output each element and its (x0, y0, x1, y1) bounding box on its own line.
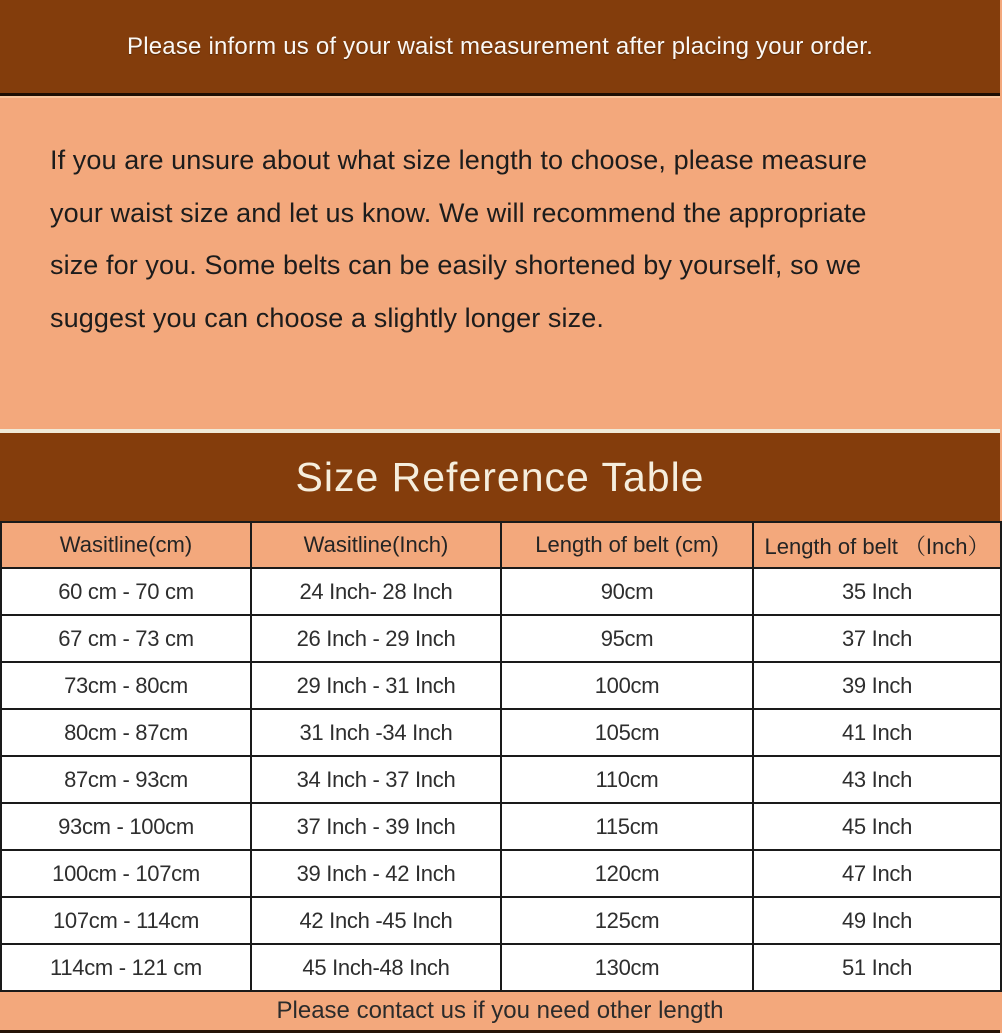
notice-line: If you are unsure about what size length to choose, please measure (50, 145, 868, 175)
footer-note (0, 992, 1000, 1033)
table-cell: 60 cm - 70 cm (1, 568, 251, 615)
table-cell: 47 Inch (753, 850, 1001, 897)
size-table-body (1, 568, 1001, 991)
top-banner (0, 0, 1000, 96)
table-row (1, 897, 1001, 944)
notice-line: your waist size and let us know. We will recommend the appropriate (50, 197, 867, 228)
notice-paragraph (0, 96, 1000, 433)
table-cell: 67 cm - 73 cm (1, 615, 251, 662)
header-waistline-inch: Wasitline(Inch) (251, 522, 501, 568)
top-banner-text: Please inform us of your waist measurement after placing your order. (127, 32, 873, 60)
table-cell: 31 Inch -34 Inch (251, 709, 501, 756)
table-row (1, 944, 1001, 991)
table-cell: 130cm (501, 944, 753, 991)
table-cell: 114cm - 121 cm (1, 944, 251, 991)
section-title: Size Reference Table (295, 453, 705, 500)
footer-note-text: Please contact us if you need other length (276, 997, 724, 1024)
table-cell: 93cm - 100cm (1, 803, 251, 850)
header-waistline-cm: Wasitline(cm) (1, 522, 251, 568)
table-cell: 90cm (501, 568, 753, 615)
table-cell: 45 Inch-48 Inch (251, 944, 501, 991)
table-cell: 26 Inch - 29 Inch (251, 615, 501, 662)
notice-line: suggest you can choose a slightly longer size. (50, 302, 604, 333)
table-cell: 87cm - 93cm (1, 756, 251, 803)
table-cell: 37 Inch (753, 615, 1001, 662)
table-row (1, 803, 1001, 850)
table-cell: 29 Inch - 31 Inch (251, 662, 501, 709)
table-cell: 80cm - 87cm (1, 709, 251, 756)
table-cell: 110cm (501, 756, 753, 803)
table-cell: 107cm - 114cm (1, 897, 251, 944)
table-cell: 43 Inch (753, 756, 1001, 803)
table-row (1, 850, 1001, 897)
table-row (1, 615, 1001, 662)
table-cell: 35 Inch (753, 568, 1001, 615)
table-cell: 49 Inch (753, 897, 1001, 944)
section-title-band (0, 433, 1000, 521)
table-cell: 115cm (501, 803, 753, 850)
table-cell: 51 Inch (753, 944, 1001, 991)
table-cell: 24 Inch- 28 Inch (251, 568, 501, 615)
table-cell: 39 Inch - 42 Inch (251, 850, 501, 897)
table-cell: 34 Inch - 37 Inch (251, 756, 501, 803)
table-cell: 105cm (501, 709, 753, 756)
header-belt-length-inch: Length of belt （Inch） (753, 522, 1001, 568)
table-cell: 37 Inch - 39 Inch (251, 803, 501, 850)
table-cell: 39 Inch (753, 662, 1001, 709)
table-row (1, 662, 1001, 709)
table-cell: 42 Inch -45 Inch (251, 897, 501, 944)
notice-line: size for you. Some belts can be easily shortened by yourself, so we (50, 250, 862, 280)
table-cell: 100cm - 107cm (1, 850, 251, 897)
table-cell: 125cm (501, 897, 753, 944)
size-table (0, 521, 1002, 992)
table-cell: 73cm - 80cm (1, 662, 251, 709)
table-cell: 95cm (501, 615, 753, 662)
table-cell: 41 Inch (753, 709, 1001, 756)
table-cell: 45 Inch (753, 803, 1001, 850)
table-row (1, 709, 1001, 756)
table-row (1, 756, 1001, 803)
header-belt-length-cm: Length of belt (cm) (501, 522, 753, 568)
table-row (1, 568, 1001, 615)
table-header-row (1, 522, 1001, 568)
table-cell: 120cm (501, 850, 753, 897)
table-cell: 100cm (501, 662, 753, 709)
